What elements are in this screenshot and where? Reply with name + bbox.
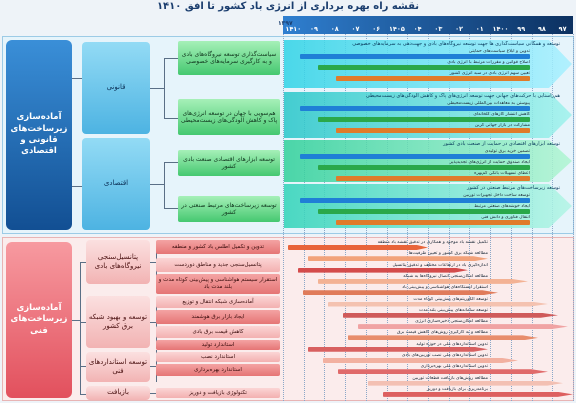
timeline-year: ۰۲ (455, 25, 464, 33)
sub-box-label: اقتصادی (103, 179, 129, 188)
item-label: استاندارد تولید (201, 341, 235, 348)
task-label: کاهش انتشار گازهای گلخانه‌ای (473, 112, 530, 117)
task-bar (303, 290, 498, 295)
timeline-year: ۰۴ (413, 25, 422, 33)
band-title: توسعه زیرساخت‌های مرتبط صنعتی در کشور (467, 185, 560, 191)
band-title: توسعه ابزارهای اقتصادی در حمایت از صنعت بادی کشور (443, 141, 560, 147)
timeline-year: ۱۴۰۰ (492, 25, 509, 33)
item-label: استاندارد بهره‌برداری (194, 366, 242, 373)
task-bar (336, 76, 530, 81)
task-label: اصلاح قوانین و مقررات مرتبط با انرژی بادی (447, 60, 530, 65)
task-bar (338, 369, 548, 374)
task-bar (336, 128, 530, 133)
task-label: برنامه‌ریزی برای بازیافت و دوریز (426, 386, 488, 392)
item-economic-tools (178, 150, 280, 176)
task-label: تدوین استانداردهای ملی در حوزه تولید (416, 341, 488, 347)
item-label: توسعه ابزارهای اقتصادی صنعت بادی کشور (183, 155, 275, 170)
item-technical (156, 258, 280, 272)
task-label: اندازه‌گیری باد در ارتفاعات مختلف و تدقیق پتانسیل (392, 262, 488, 268)
timeline-year: ۱۴۰۵ (388, 25, 405, 33)
item-technical (156, 326, 280, 338)
item-label: استاندارد نصب (201, 353, 235, 360)
task-bar (383, 392, 573, 397)
timeline-year: ۹۷ (558, 25, 567, 33)
item-technical (156, 296, 280, 308)
item-label: تدوین و تکمیل اطلس باد کشور و منطقه (171, 243, 265, 250)
task-bar (298, 268, 468, 273)
task-bar (358, 324, 568, 329)
task-label: پیوستن به معاهدات بین‌المللی زیست‌محیطی (446, 101, 530, 106)
sub-box-label: توسعه استانداردهای فنی (88, 357, 148, 375)
task-bar (336, 220, 530, 225)
sub-box-label: بازیافت (107, 388, 129, 397)
timeline-year: ۹۸ (537, 25, 546, 33)
sub-box-legal (82, 42, 150, 134)
main-box-label: آماده‌سازی زیرساخت‌های قانونی و اقتصادی (10, 112, 68, 157)
task-label: ایجاد صندوق حمایت از انرژی‌های تجدیدپذیر (449, 160, 530, 165)
task-bar (318, 117, 530, 122)
task-label: تکمیل نقشه باد موجود و همکاری در تدقیق نقشه باد منطقه (377, 240, 488, 245)
task-bar (300, 154, 530, 159)
item-legal-global (178, 99, 280, 135)
timeline-year: ۰۶ (372, 25, 381, 33)
task-label: تدوین استانداردهای ملی نصب توربین‌های بادی (401, 353, 488, 358)
task-bar (308, 256, 488, 261)
sub-box-economic (82, 138, 150, 230)
task-label: تعیین سهم انرژی بادی در سبد انرژی کشور (449, 71, 530, 76)
task-label: مطالعه امکان‌سنجی ذخیره‌سازی انرژی (415, 319, 488, 325)
task-label: تضمین خرید برق تولیدی (484, 149, 530, 154)
sub-box-label: توسعه و بهبود شبکه برق کشور (88, 312, 148, 330)
item-technical (156, 340, 280, 350)
main-box-technical (6, 242, 72, 398)
task-bar (318, 279, 528, 284)
item-label: آماده‌سازی شبکه انتقال و توزیع (182, 298, 254, 305)
task-bar (336, 176, 530, 181)
item-technical (156, 352, 280, 362)
band-title: توسعه و همگانی سیاست‌گذاری ها جهت توسعه نیروگاه‌های بادی و جهت‌دهی به سرمایه‌های خصوصی (352, 41, 560, 47)
task-label: استقرار ایستگاه‌های هواشناسی و پیش‌بینی باد (402, 285, 488, 291)
item-label: کاهش قیمت برق بادی (192, 328, 244, 335)
page-title: نقشه راه بهره برداری از انرژی باد کشور تا افق ۱۴۱۰ (156, 1, 420, 12)
timeline-year: ۰۹ (310, 25, 318, 33)
item-economic-industry (178, 196, 280, 222)
task-label: توسعه ساخت داخل تجهیزات توربین (463, 193, 530, 198)
task-bar (323, 358, 518, 363)
task-label: مطالعه شبکه برق کشور و تعیین ظرفیت‌ها (408, 251, 488, 257)
main-box-legal-economic (6, 40, 72, 230)
sub-box-label: قانونی (106, 83, 126, 92)
timeline-year: ۰۳ (434, 25, 443, 33)
item-label: توسعه زیرساخت‌های مرتبط صنعتی در کشور (181, 201, 277, 216)
timeline-start-year: ۱۳۹۷ (278, 20, 293, 27)
item-label: تکنولوژی بازیافت و دوریز (189, 389, 247, 396)
task-bar (318, 65, 530, 70)
item-label: ایجاد بازار برق هوشمند (191, 313, 245, 320)
timeline-years (283, 16, 573, 34)
task-label: مطالعه امکان‌سنجی اتصال نیروگاه‌ها به شبکه (403, 273, 488, 279)
task-bar (308, 347, 488, 352)
item-technical (156, 310, 280, 324)
item-technical (156, 240, 280, 254)
item-technical (156, 388, 280, 398)
task-bar (318, 209, 530, 214)
sub-box-recycling (86, 386, 150, 400)
item-technical (156, 364, 280, 376)
band-title: هم‌راستایی با حرکت‌های جهانی جهت توسعه انرژی‌های پاک و کاهش آلودگی‌های زیست‌محیطی (365, 93, 560, 99)
task-bar (300, 54, 530, 59)
grid-line (283, 34, 284, 401)
sub-box-label: پتانسیل‌سنجی نیروگاه‌های بادی (94, 252, 142, 270)
main-box-label: آماده‌سازی زیرساخت‌های فنی (10, 302, 68, 336)
task-bar (348, 335, 538, 340)
timeline-year: ۰۷ (351, 25, 360, 33)
task-bar (328, 302, 548, 307)
task-label: اعطای تسهیلات بانکی کم‌بهره (474, 171, 530, 176)
task-label: مطالعه و به کارگیری روش‌های کاهش قیمت برق (397, 330, 488, 336)
task-bar (368, 381, 563, 386)
task-label: توسعه سامانه‌های پیش‌بینی بلند مدت (418, 307, 488, 313)
task-bar (300, 106, 530, 111)
timeline-year: ۱۴۱۰ (285, 25, 302, 33)
task-bar (318, 165, 530, 170)
task-label: توسعه الگوریتم‌های پیش‌بینی کوتاه مدت (413, 296, 488, 302)
task-label: انتقال فناوری و دانش فنی (481, 215, 530, 220)
timeline-year: ۰۱ (475, 25, 484, 33)
item-legal-policy (178, 41, 280, 75)
item-label: پتانسیل‌سنجی جدید و مناطق دوردست (174, 261, 262, 268)
task-bar (343, 313, 558, 318)
task-label: تدوین استانداردهای ملی بهره‌برداری (420, 364, 488, 370)
task-label: ایجاد خوشه‌های صنعتی مرتبط (474, 204, 530, 209)
task-label: مطالعه روش‌های بازیافت قطعات توربین (412, 375, 488, 381)
task-label: تدوین و ابلاغ سیاست‌های حمایتی (468, 49, 530, 54)
sub-box-potential (86, 240, 150, 284)
sub-box-standards (86, 352, 150, 382)
sub-box-grid (86, 296, 150, 348)
grid-line (573, 34, 574, 401)
task-bar (288, 245, 428, 250)
item-label: سیاست‌گذاری توسعه نیروگاه‌های بادی و به کارگیری سرمایه‌های خصوصی (181, 50, 277, 65)
timeline-year: ۹۹ (517, 25, 526, 33)
task-bar (300, 198, 530, 203)
timeline-year: ۰۸ (330, 25, 339, 33)
task-label: مشارکت در بازار جهانی کربن (474, 123, 530, 128)
item-label: استقرار سیستم هواشناسی و پیش‌بینی کوتاه مدت و بلند مدت باد (158, 277, 278, 290)
item-label: هم‌سویی با جهان در توسعه انرژی‌های پاک و کاهش آلودگی‌های زیست‌محیطی (180, 109, 278, 124)
item-technical (156, 274, 280, 294)
